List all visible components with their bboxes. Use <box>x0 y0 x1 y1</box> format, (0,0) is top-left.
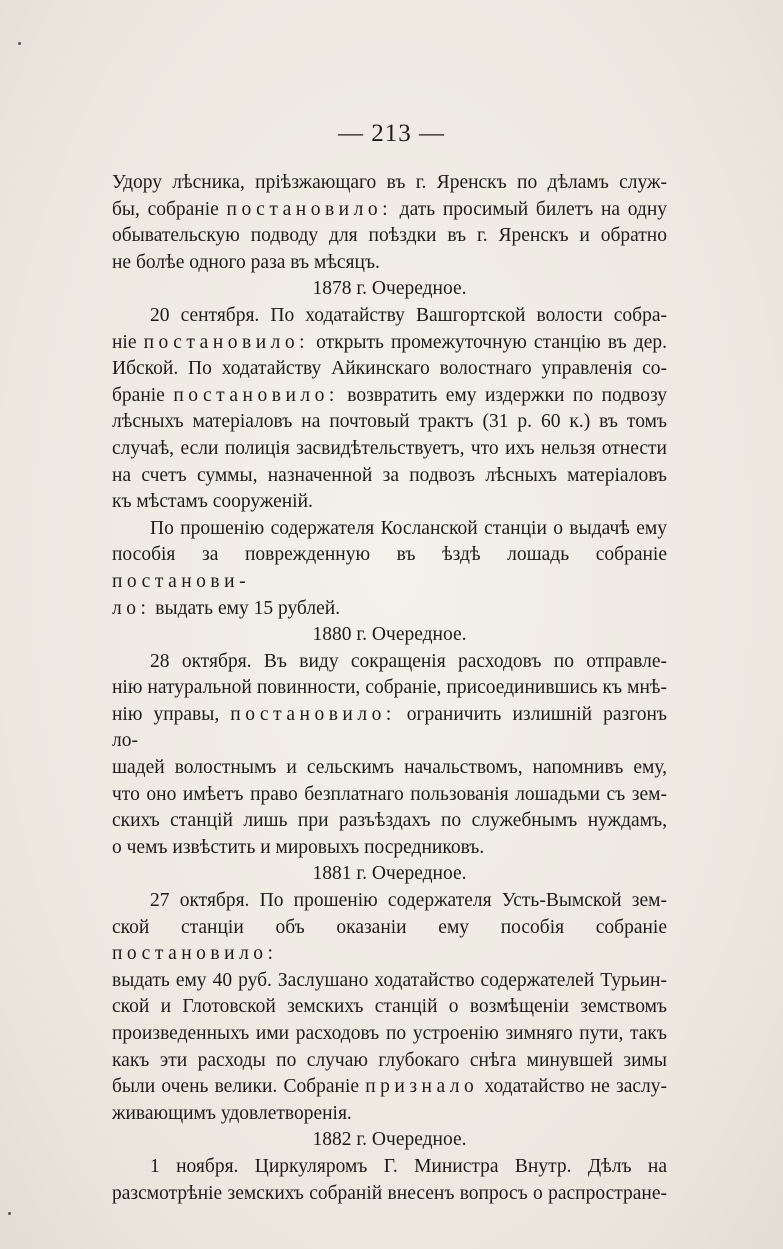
text-line: нію управы, постановило: ограничить излишній разгонъ ло- <box>112 703 667 752</box>
text-line: 28 октября. Въ виду сокращенія расходовъ по отправле- <box>150 650 667 672</box>
ink-speck <box>18 42 21 45</box>
text-line: выдать ему 40 руб. Заслушано ходатайство содержателей Турьин- <box>112 969 667 991</box>
text-line: на счетъ суммы, назначенной за подвозъ лѣсныхъ матеріаловъ <box>112 464 667 486</box>
text-line: произведенныхъ ими расходовъ по устроенію зимняго пути, такъ <box>112 1023 667 1044</box>
text-line: къ мѣстамъ сооруженій. <box>112 491 313 513</box>
text-line: браніе постановило: возвратить ему издержки по подвозу <box>112 384 667 406</box>
session-heading: 1882 г. Очередное. <box>312 1129 467 1151</box>
text-line: ло: выдать ему 15 рублей. <box>112 597 341 619</box>
page-number: — 213 — <box>338 120 445 147</box>
session-heading: 1880 г. Очередное. <box>312 624 467 646</box>
text-line: обывательскую подводу для поѣздки въ г. Яренскъ и обратно <box>112 225 667 247</box>
text-line: Удору лѣсника, пріѣзжающаго въ г. Яренскъ по дѣламъ служ- <box>112 172 667 193</box>
session-heading: 1878 г. Очередное. <box>312 278 467 300</box>
text-line: ской и Глотовской земскихъ станцій о возмѣщеніи земствомъ <box>112 996 667 1018</box>
text-line: нію натуральной повинности, собраніе, присоединившись къ мнѣ- <box>112 677 667 699</box>
text-line: о чемъ извѣстить и мировыхъ посредниковъ. <box>112 836 485 858</box>
text-line: не болѣе одного раза въ мѣсяцъ. <box>112 251 380 273</box>
text-line: разсмотрѣніе земскихъ собраній внесенъ вопросъ о распростране- <box>112 1182 667 1204</box>
body-text <box>112 170 667 1207</box>
text-line: ніе постановило: открыть промежуточную станцію въ дер. <box>112 331 667 353</box>
text-line: были очень велики. Собраніе признало ходатайство не заслу- <box>112 1076 667 1098</box>
text-line: лѣсныхъ матеріаловъ на почтовый трактъ (31 р. 60 к.) въ томъ <box>112 411 667 433</box>
session-heading: 1881 г. Очередное. <box>312 863 467 885</box>
text-line: шадей волостнымъ и сельскимъ начальствомъ, напомнивъ ему, <box>112 757 667 779</box>
text-line: пособія за поврежденную въ ѣздѣ лошадь собраніе постанови- <box>112 544 667 592</box>
ink-speck <box>8 1212 11 1215</box>
text-line: что оно имѣетъ право безплатнаго пользованія лошадьми съ зем- <box>112 783 667 805</box>
text-line: 1 ноября. Циркуляромъ Г. Министра Внутр. Дѣлъ на <box>150 1155 667 1177</box>
text-line: случаѣ, если полиція засвидѣтельствуетъ, что ихъ нельзя отнести <box>112 437 667 459</box>
text-line: Ибской. По ходатайству Айкинскаго волостнаго управленія со- <box>112 358 667 380</box>
text-line: бы, собраніе постановило: дать просимый билетъ на одну <box>112 198 668 220</box>
text-line: 27 октября. По прошенію содержателя Усть-Вымской зем- <box>150 890 667 912</box>
text-line: живающимъ удовлетворенія. <box>112 1102 352 1124</box>
text-line: какъ эти расходы по случаю глубокаго снѣга минувшей зимы <box>112 1049 667 1071</box>
text-line: По прошенію содержателя Косланской станціи о выдачѣ ему <box>150 517 667 539</box>
text-line: 20 сентября. По ходатайству Вашгортской волости собра- <box>150 304 667 326</box>
text-line: ской станціи объ оказаніи ему пособія собраніе постановило: <box>112 916 667 965</box>
text-line: скихъ станцій лишь при разъѣздахъ по служебнымъ нуждамъ, <box>112 810 667 832</box>
